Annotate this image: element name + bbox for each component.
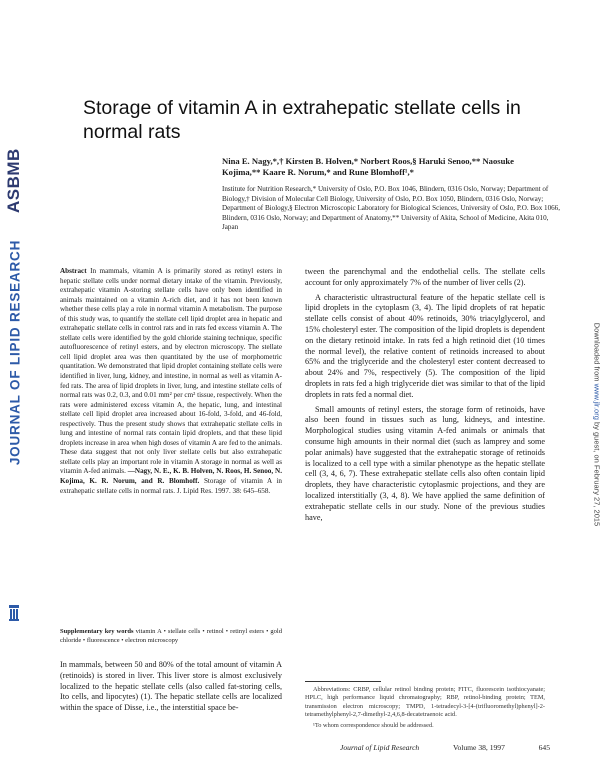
citation-details: Storage of vitamin A in extrahepatic stellate cells in normal rats. J. Lipid Res. 1997. 38: 645–658.: [60, 477, 283, 495]
citation-authors: —Nagy, N. E., K. B. Holven, N. Roos, H. Senoo, N. Kojima, K. R. Norum, and R. Blomhoff.: [60, 467, 282, 486]
asbmb-logo: [3, 118, 25, 228]
jlr-site-link[interactable]: www.jlr.org: [592, 383, 602, 420]
abstract-body: In mammals, vitamin A is primarily stored as retinyl esters in hepatic stellate cells under normal dietary intake of the vitamin. Previously, extrahepatic vitamin A-storing stellate cells have only been identified in animals maintained on a vitamin A-rich diet, and it has not been known whether these cells play a role in normal vitamin A metabolism. The purpose of this study was, to quantify the stellate cell lipid droplet area in hepatic and extrahepatic stellate cells in control rats and in rats fed excess vitamin A. The stellate cells were identified by the gold chloride staining technique, specific autofluorescence of retinyl esters, and by electron microscopy. The stellate cell lipid droplet area was then quantitated by the use of morphometric quantitation. We demonstrated that lipid droplet containing stellate cells were identified in liver, lung, kidney, and intestine, in normal as well as vitamin A-fed rats. The area of lipid droplets in liver, lung, and intestine stellate cells of normal rats was 0.2, 0.3, and 0.01 mm² per cm² tissue, respectively. When the rats were administered excess vitamin A, the hepatic, lung, and intestinal stellate cell lipid droplet area increased about 16-fold, 3-fold, and 46-fold, respectively.: [60, 267, 282, 428]
footnote-correspondence: ¹To whom correspondence should be addressed.: [313, 721, 434, 729]
keywords-label: Supplementary key words: [60, 628, 134, 635]
affiliations: Institute for Nutrition Research,* University of Oslo, P.O. Box 1046, Blindern, 0316 Oslo, Norway; Department of Biology,† Division of Molecular Cell Biology, University of Oslo, P.O. Box 1050, Blindern, 0316 Oslo, Norway; Department of Biology,§ Electron Microscopic Laboratory for Biological Sciences, University of Oslo, P.O. Box 1066, Blindern, 0316 Oslo, Norway; and Department of Anatomy,** University of Akita, School of Medicine, Akita 010, Japan: [222, 185, 561, 232]
page-footer: [340, 743, 550, 752]
abstract-conclusion: Thus the present study shows that extrahepatic stellate cells in lung and intestine of normal rats contain lipid droplets, and that these lipid droplets increase in area when high doses of vitamin A are fed to the animals. These data suggest that not only liver stellate cells but also extrahepatic stellate cells play an important role in vitamin A storage in normal as well as vitamin A-fed animals.: [60, 419, 282, 476]
paragraph-lipid-droplets: A characteristic ultrastructural feature of the hepatic stellate cell is lipid droplets in the cytoplasm (3, 4). The lipid droplets of rat hepatic stellate cells consist of about 40% retinoids, 30% triacylglycerol, and 15% cholesteryl ester. The composition of the lipid droplets is dependent on the dietary retinoid intake. In rats fed a high retinoid diet (10 times the normal level), the relative content of retinoids increased to about 65% and the triglyceride and the cholesteryl ester content decreased to about 24% and 7%, respectively (5). The composition of the lipid droplets in rats fed a high triglyceride diet was similar to that of the lipid droplets in rats fed a normal diet.: [305, 292, 545, 399]
journal-logo-icon: [8, 604, 20, 622]
asbmb-logo-text: ASBMB: [4, 148, 23, 213]
keywords-list: vitamin A • stellate cells • retinol • retinyl esters • gold chloride • fluorescence • electron microscopy: [60, 628, 282, 644]
abstract-label: Abstract: [60, 267, 87, 275]
download-prefix: Downloaded from: [592, 322, 602, 384]
download-note: [593, 275, 602, 575]
author-list: Nina E. Nagy,*,† Kirsten B. Holven,* Norbert Roos,§ Haruki Senoo,** Naosuke Kojima,** Kaare R. Norum,* and Rune Blomhoff¹,*: [222, 156, 514, 177]
article-title: Storage of vitamin A in extrahepatic stellate cells in normal rats: [83, 97, 521, 143]
footnotes: [305, 686, 545, 732]
introduction-paragraph: In mammals, between 50 and 80% of the total amount of vitamin A (retinoids) is stored in liver. This liver store is almost exclusively localized to the hepatic stellate cells (also called fat-storing cells, Ito cells, and lipocytes) (1). The hepatic stellate cells are localized within the space of Disse, i.e., the interstitial space be-: [60, 660, 282, 713]
paragraph-continuation: tween the parenchymal and the endothelial cells. The stellate cells account for only approximately 7% of the number of liver cells (2).: [305, 267, 545, 287]
page-number: 645: [538, 743, 550, 752]
download-suffix: by guest, on February 27, 2015: [592, 419, 602, 527]
abstract: [60, 267, 282, 496]
right-column: [305, 267, 545, 523]
journal-name-vertical: JOURNAL OF LIPID RESEARCH: [7, 239, 23, 466]
keywords: [60, 628, 282, 646]
paragraph-extrahepatic: Small amounts of retinyl esters, the storage form of retinoids, have also been found in tissues such as lung, kidneys, and intestine. Morphological studies using vitamin A-fed animals or animals that consume high amounts in their normal diet (such as lamprey and some polar animals) have suggested that the extrahepatic storage of retinoids is localized to a cell type with a similar phenotype as the hepatic stellate cell (3, 4, 6, 7). These extrahepatic stellate cells also often contain lipid droplets, they have characteristic cytoplasmic projections, and they are localized interstitially (3, 4, 8). We have applied the same definition of extrahepatic stellate cells in our study. None of the previous studies have,: [305, 404, 545, 522]
footnote-divider: [305, 681, 381, 682]
footer-volume: Volume 38, 1997: [452, 743, 505, 752]
footer-journal: Journal of Lipid Research: [340, 743, 420, 752]
footnote-abbreviations: Abbreviations: CRBP, cellular retinol binding protein; FITC, fluorescein isothiocyanate; HPLC, high performance liquid chromatography; RBP, retinol-binding protein; TEM, transmission electron microscopy; TMPD, 1-tetradecyl-3-[4-(trifluoromethyl)phenyl]-2-tetramethylphenyl-2,7-dimethyl-2,4,6,8-decatetraenoic acid.: [305, 686, 545, 719]
